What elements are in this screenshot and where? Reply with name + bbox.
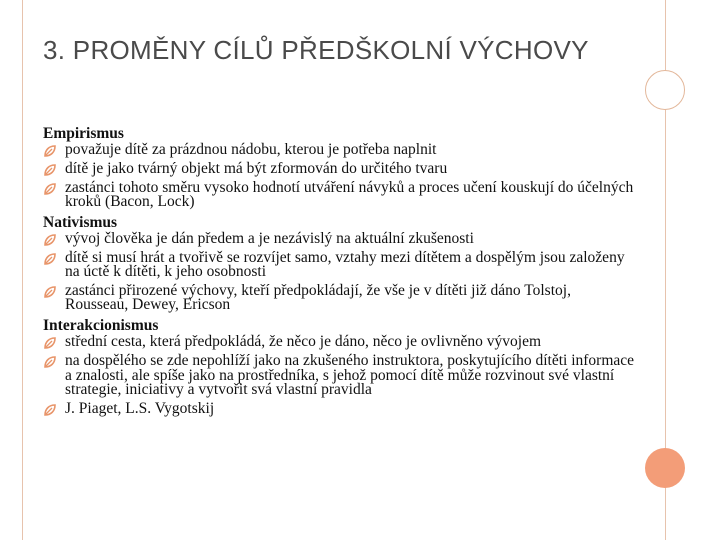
list-item: [43, 281, 638, 314]
left-decorative-rule: [22, 0, 23, 540]
leaf-bullet-icon: [43, 233, 57, 247]
leaf-bullet-icon: [43, 336, 57, 350]
section-empirismus: [43, 125, 638, 210]
list-item-text: zastánci tohoto směru vysoko hodnotí utváření návyků a proces učení kouskují do účelných kroků (Bacon, Lock): [65, 178, 634, 211]
list-item-text: dítě si musí hrát a tvořivě se rozvíjet samo, vztahy mezi dítětem a dospělým jsou založeny na úctě k dítěti, k jeho osobnosti: [65, 248, 625, 281]
slide-body: [43, 125, 638, 421]
list-item-text: J. Piaget, L.S. Vygotskij: [65, 399, 215, 417]
list-item: [43, 143, 638, 158]
list-item: [43, 335, 638, 350]
list-item: [43, 354, 638, 398]
list-item: [43, 399, 638, 417]
list-item: [43, 248, 638, 281]
list-item-text: na dospělého se zde nepohlíží jako na zkušeného instruktora, poskytujícího dítěti informace a znalosti, ale spíše jako na prostředníka, s jehož pomocí dítě může rozvinout své vlastní strategie, iniciativy a vytvořit svá vlastní pravidla: [65, 352, 635, 399]
list-item: [43, 178, 638, 211]
leaf-bullet-icon: [43, 182, 57, 196]
list-item: [43, 159, 638, 177]
leaf-bullet-icon: [43, 163, 57, 177]
leaf-bullet-icon: [43, 355, 57, 369]
leaf-bullet-icon: [43, 252, 57, 266]
section-interakcionismus: [43, 317, 638, 416]
list-item-text: dítě je jako tvárný objekt má být zformován do určitého tvaru: [65, 159, 448, 177]
leaf-bullet-icon: [43, 144, 57, 158]
section-heading: Empirismus: [43, 125, 124, 142]
list-item-text: střední cesta, která předpokládá, že něco je dáno, něco je ovlivněno vývojem: [65, 333, 542, 351]
list-item: [43, 229, 638, 247]
list-item-text: zastánci přirozené výchovy, kteří předpokládají, že vše je v dítěti již dáno Tolstoj, Rousseau, Dewey, Ericson: [65, 281, 571, 314]
section-heading: Nativismus: [43, 213, 118, 231]
leaf-bullet-icon: [43, 285, 57, 299]
list-item-text: vývoj člověka je dán předem a je nezávislý na aktuální zkušenosti: [65, 229, 474, 247]
slide-title: 3. PROMĚNY CÍLŮ PŘEDŠKOLNÍ VÝCHOVY: [43, 35, 589, 65]
decorative-circle-outline: [645, 70, 685, 110]
leaf-bullet-icon: [43, 403, 57, 417]
list-item-text: považuje dítě za prázdnou nádobu, kterou je potřeba naplnit: [65, 141, 437, 158]
section-heading: Interakcionismus: [43, 317, 159, 335]
section-nativismus: [43, 214, 638, 313]
decorative-circle-filled: [645, 448, 685, 488]
